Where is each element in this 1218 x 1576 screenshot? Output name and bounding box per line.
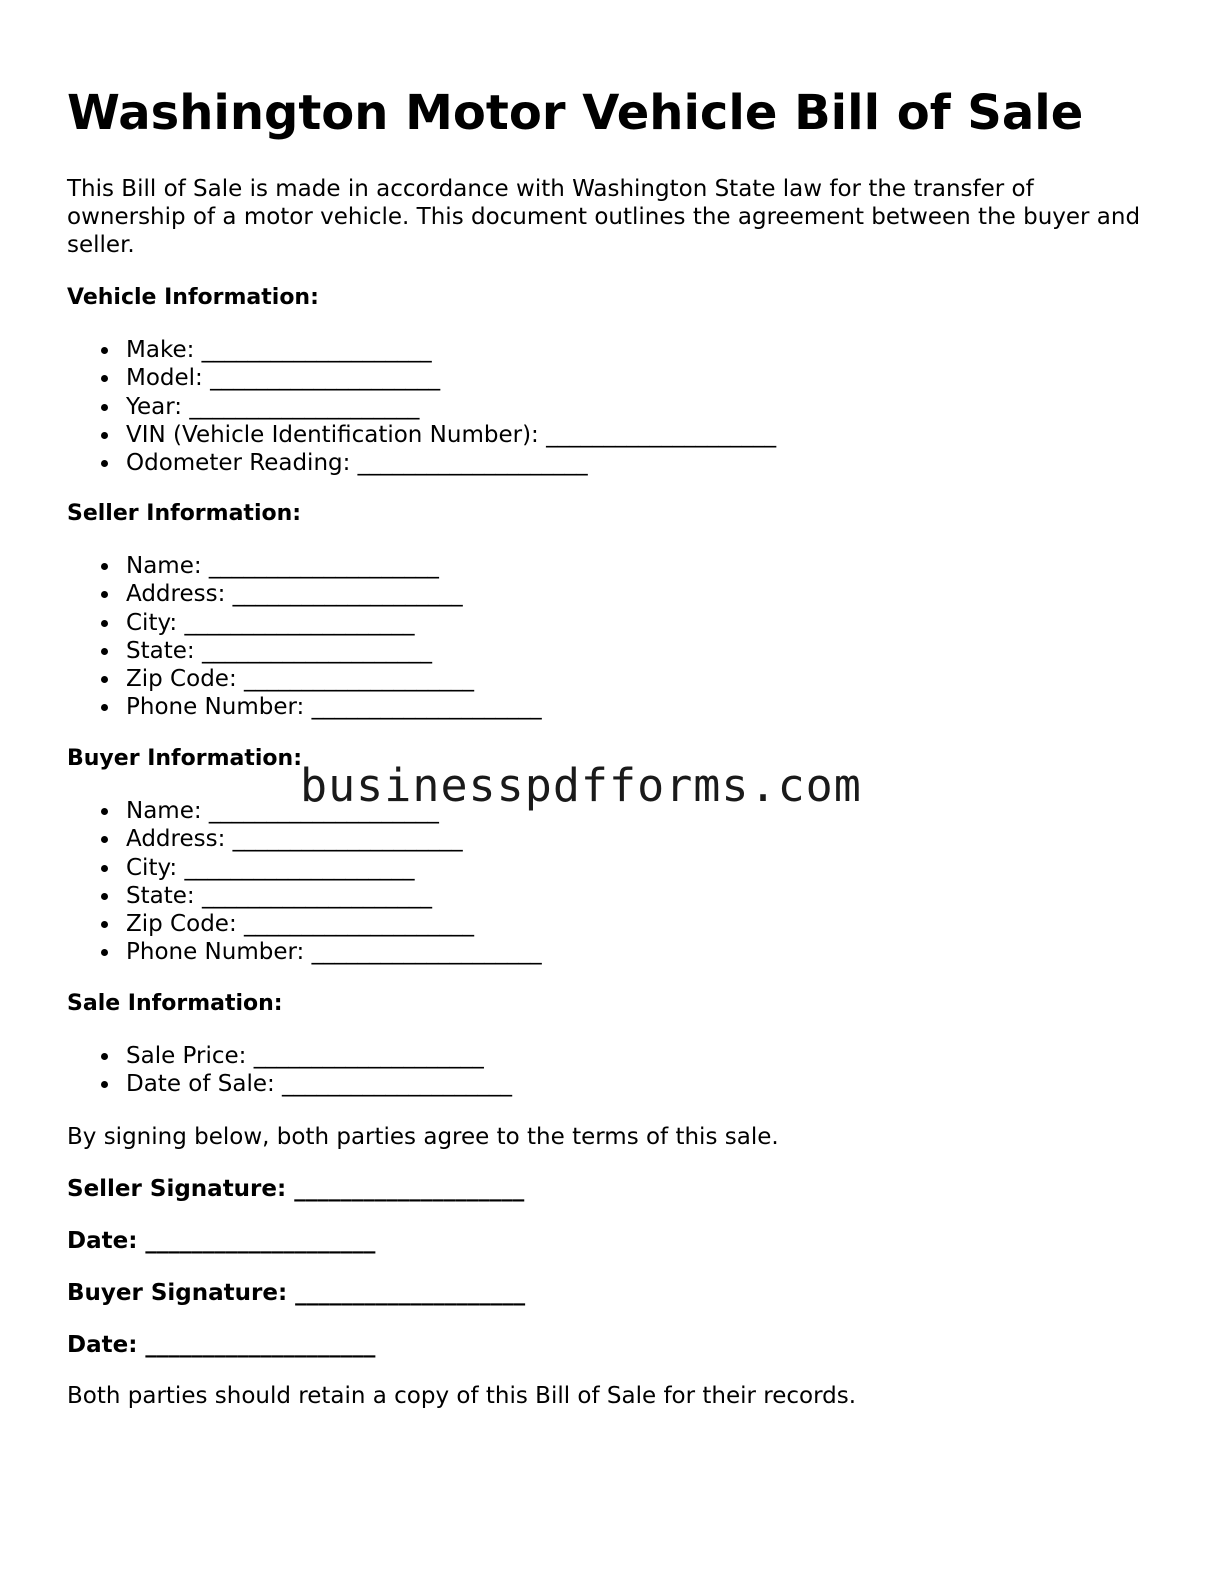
- seller-signature-line: Seller Signature: ____________________: [67, 1176, 525, 1202]
- vehicle-odometer-field: Odometer Reading: ____________________: [67, 449, 776, 477]
- sale-section-heading: Sale Information:: [67, 991, 283, 1016]
- vehicle-section-heading: Vehicle Information:: [67, 285, 319, 310]
- agreement-text: By signing below, both parties agree to the terms of this sale.: [67, 1124, 779, 1150]
- seller-address-field: Address: ____________________: [67, 580, 542, 608]
- closing-text: Both parties should retain a copy of this Bill of Sale for their records.: [67, 1383, 857, 1409]
- buyer-date-line: Date: ____________________: [67, 1332, 376, 1358]
- seller-section-heading: Seller Information:: [67, 501, 302, 526]
- seller-state-field: State: ____________________: [67, 637, 542, 665]
- intro-paragraph: This Bill of Sale is made in accordance with Washington State law for the transfer of ownership of a motor vehicle. This document outlines the agreement between the buyer and seller.: [67, 176, 1141, 258]
- buyer-signature-line: Buyer Signature: ____________________: [67, 1280, 526, 1306]
- watermark: businesspdfforms.com: [300, 759, 862, 812]
- seller-name-field: Name: ____________________: [67, 552, 542, 580]
- sale-date-field: Date of Sale: ____________________: [67, 1070, 512, 1098]
- sale-price-field: Sale Price: ____________________: [67, 1042, 512, 1070]
- sale-field-list: [67, 1042, 512, 1099]
- buyer-name-field: Name: ____________________: [67, 797, 542, 825]
- buyer-zip-field: Zip Code: ____________________: [67, 910, 542, 938]
- vehicle-vin-field: VIN (Vehicle Identification Number): ____________________: [67, 421, 776, 449]
- seller-zip-field: Zip Code: ____________________: [67, 665, 542, 693]
- buyer-state-field: State: ____________________: [67, 882, 542, 910]
- vehicle-field-list: [67, 336, 776, 477]
- seller-phone-field: Phone Number: ____________________: [67, 693, 542, 721]
- page-title: Washington Motor Vehicle Bill of Sale: [67, 85, 1084, 141]
- seller-date-line: Date: ____________________: [67, 1228, 376, 1254]
- vehicle-model-field: Model: ____________________: [67, 364, 776, 392]
- vehicle-make-field: Make: ____________________: [67, 336, 776, 364]
- buyer-phone-field: Phone Number: ____________________: [67, 938, 542, 966]
- buyer-section-heading: Buyer Information:: [67, 746, 302, 771]
- seller-field-list: [67, 552, 542, 722]
- buyer-city-field: City: ____________________: [67, 854, 542, 882]
- vehicle-year-field: Year: ____________________: [67, 393, 776, 421]
- buyer-address-field: Address: ____________________: [67, 825, 542, 853]
- buyer-field-list: [67, 797, 542, 967]
- seller-city-field: City: ____________________: [67, 609, 542, 637]
